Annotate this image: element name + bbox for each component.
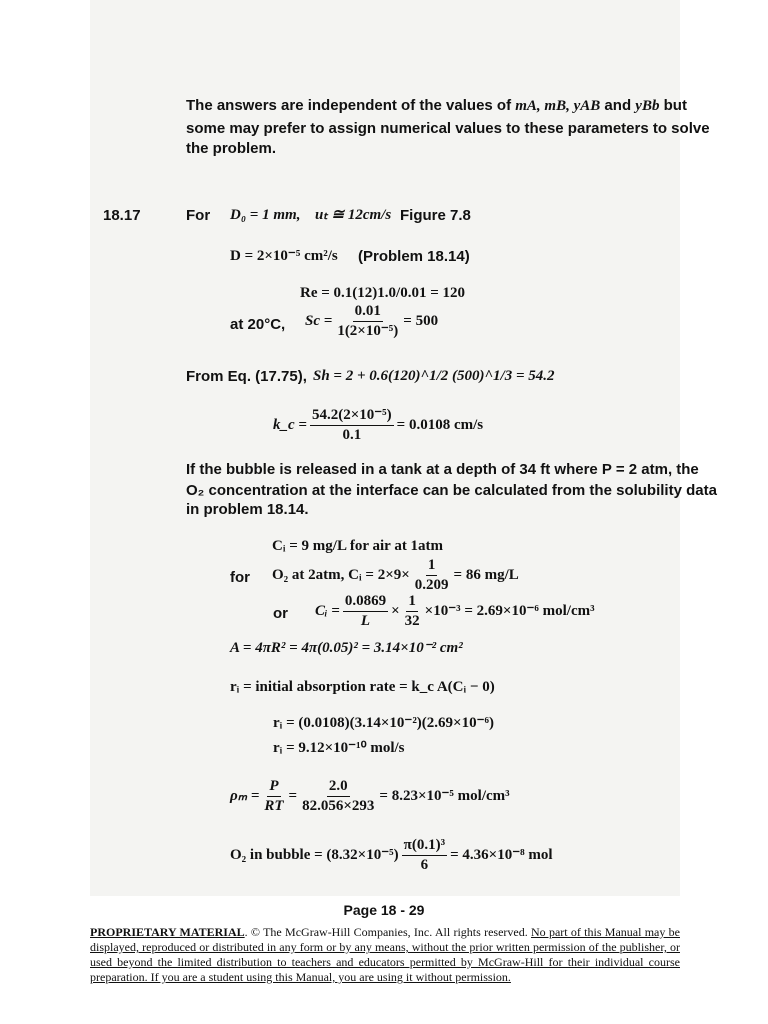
rho-fraction-1 (262, 779, 285, 814)
ci-mol-rhs: ×10⁻³ = 2.69×10⁻⁶ mol/cm³ (424, 603, 595, 619)
ci-mol-lhs: Cᵢ = (315, 603, 340, 619)
intro-param-last: yBb (635, 98, 660, 114)
ci-mol-den2: 32 (404, 613, 420, 629)
eq-o2-bubble (230, 838, 553, 873)
d0-eq: D₀ = 1 mm, (230, 207, 301, 223)
ci2-denominator: 0.209 (414, 577, 449, 593)
kc-lhs: k_c = (273, 417, 307, 433)
rho-den2: 82.056×293 (302, 798, 375, 814)
ci-mol-num1: 0.0869 (343, 594, 388, 612)
ci-mol-prefix: or (273, 605, 288, 622)
eq-reynolds: Re = 0.1(12)1.0/0.01 = 120 (300, 285, 465, 301)
intro-line-2: some may prefer to assign numerical values to these parameters to solve (186, 120, 710, 137)
sc-fraction (335, 304, 400, 339)
eq-kc (273, 408, 483, 443)
kc-numerator: 54.2(2×10⁻⁵) (310, 408, 394, 426)
sc-rhs: = 500 (403, 313, 439, 329)
eq-ci-mol: Cᵢ = $\frac{0.0869}{L}$ × $\frac{1}{32}$ ×10⁻³ = 2.69×10⁻⁶ mol/cm³ (315, 593, 595, 629)
eq-diffusivity-ref: (Problem 18.14) (358, 248, 470, 265)
eq-ri-def: rᵢ = initial absorption rate = k_c A(Cᵢ − 0) (230, 679, 495, 695)
intro-line-1 (186, 98, 687, 114)
eq-ci-2atm (272, 558, 519, 593)
eq-sherwood: Sh = 2 + 0.6(120)^1/2 (500)^1/3 = 54.2 (313, 368, 555, 384)
eq-rho: ρₘ = $\frac{P}{RT}$ = $\frac{2.0}{82.056\times 293}$ = 8.23×10⁻⁵ mol/cm³ (230, 778, 510, 814)
legal-restriction-text: No part of this Manual may be displayed, reproduced or distributed in any form or by any means, without the prior written permission of the publisher, or used beyond the limited distribution to teachers and educators permitted by McGraw-Hill for their individual course preparation. If you are a student using this Manual, you are using it without permission. (90, 925, 680, 984)
ci2-numerator: 1 (426, 558, 438, 576)
ci2-fraction (413, 558, 451, 593)
para2-line-3: in problem 18.14. (186, 501, 309, 518)
o2-lhs: O₂ in bubble = (8.32×10⁻⁵) (230, 847, 399, 863)
ut-eq: uₜ ≅ 12cm/s (315, 207, 392, 223)
sc-lhs: Sc = (305, 313, 333, 329)
ci-mol-den1: L (360, 613, 371, 629)
proprietary-notice (90, 925, 680, 985)
rho-num2: 2.0 (327, 779, 350, 797)
intro-post: but (659, 97, 687, 114)
para2-line-1: If the bubble is released in a tank at a depth of 34 ft where P = 2 atm, the (186, 461, 699, 478)
o2-numerator: π(0.1)³ (402, 838, 447, 856)
eq-ri-num: rᵢ = (0.0108)(3.14×10⁻²)(2.69×10⁻⁶) (273, 715, 495, 731)
ci-mol-fraction-2 (403, 594, 422, 629)
sc-denominator: 1(2×10⁻⁵) (337, 323, 399, 339)
intro-and: and (600, 97, 636, 114)
rho-num1: P (267, 779, 280, 797)
o2-rhs: = 4.36×10⁻⁸ mol (450, 847, 553, 863)
sh-prefix: From Eq. (17.75), (186, 368, 307, 385)
ci2-prefix: for (230, 569, 250, 586)
eq-schmidt (305, 304, 438, 339)
eq-ci-air: Cᵢ = 9 mg/L for air at 1atm (272, 538, 444, 554)
ci-mol-num2: 1 (406, 594, 418, 612)
kc-fraction (310, 408, 394, 443)
figure-ref: Figure 7.8 (400, 207, 471, 224)
para2-line-2: O₂ concentration at the interface can be calculated from the solubility data (186, 482, 717, 499)
sc-numerator: 0.01 (353, 304, 383, 322)
intro-params: mA, mB, yAB (515, 98, 601, 114)
intro-line-3: the problem. (186, 140, 277, 157)
eq-diffusivity: D = 2×10⁻⁵ cm²/s (230, 248, 338, 264)
eq-ri-val: rᵢ = 9.12×10⁻¹⁰ mol/s (273, 740, 405, 756)
rho-lhs: ρₘ = (230, 788, 260, 804)
proprietary-label: PROPRIETARY MATERIAL (90, 925, 245, 939)
rho-den1: RT (264, 798, 284, 814)
ci2-mid: O₂ at 2atm, Cᵢ = 2×9× (272, 567, 410, 583)
kc-rhs: = 0.0108 cm/s (396, 417, 484, 433)
o2-fraction (402, 838, 447, 873)
ci-mol-fraction-1 (343, 594, 388, 629)
sc-prefix: at 20°C, (230, 316, 286, 333)
kc-denominator: 0.1 (342, 427, 362, 443)
intro-text: The answers are independent of the values of (186, 97, 516, 114)
copyright-text: . © The McGraw-Hill Companies, Inc. All rights reserved. (244, 925, 531, 939)
page-number: Page 18 - 29 (343, 902, 425, 918)
rho-rhs: = 8.23×10⁻⁵ mol/cm³ (379, 788, 510, 804)
o2-denominator: 6 (420, 857, 429, 873)
problem-number: 18.17 (103, 207, 141, 224)
ci2-rhs: = 86 mg/L (453, 567, 519, 583)
eq-area: A = 4πR² = 4π(0.05)² = 3.14×10⁻² cm² (230, 640, 463, 656)
rho-fraction-2 (300, 779, 376, 814)
for-label: For (186, 207, 211, 224)
